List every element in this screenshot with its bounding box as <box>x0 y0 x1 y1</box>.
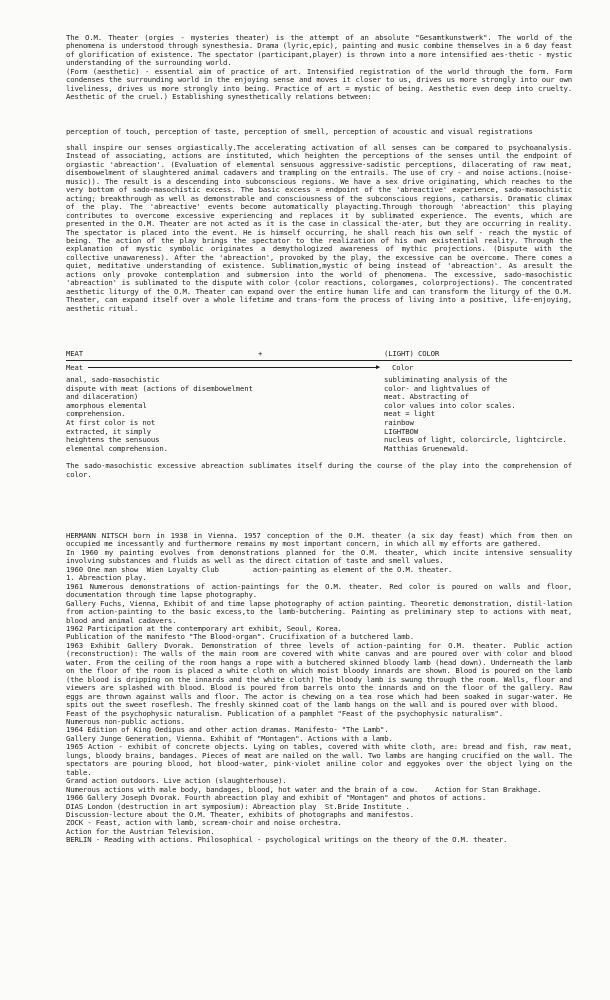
diagram-footer: The sado-masochistic excessive abreaction sublimates itself during the course of the play into the comprehension of color. <box>66 461 577 479</box>
heading-rule <box>66 360 572 361</box>
diagram-columns <box>66 376 572 462</box>
meat-to-color-arrow <box>66 362 572 374</box>
arrow-label-color: Color <box>392 363 414 372</box>
intro-paragraph: The O.M. Theater (orgies - mysteries theater) is the attempt of an absolute "Gesamtkunstwerk". The world of the phenomena is understood through synesthesia. Drama (lyric,epic), painting and music combine themselves in a 6 day feast of glorification of existence. The spectator (participant,player) is thrown into a more intensified aes-thetic - mystic understanding of the surrounding world. (Form (aesthetic) - essential aim of practice of art. Intensified registration of the world through the form. Form condenses the surrounding world in the enjoying sense and moves it closer to us, drives us more strongly into our own liveliness, drives us more strongly into being. Practice of art = mystic of being. Aesthetic even deep into cruelty. Aesthetic of the cruel.) Establishing synesthetically relations between: <box>66 33 572 102</box>
perception-line: perception of touch, perception of taste, perception of smell, perception of acoustic and visual registrations <box>66 127 533 136</box>
heading-meat: MEAT <box>66 349 83 358</box>
arrow-right-icon: ▶ <box>376 363 381 371</box>
meat-column: anal, sado-masochistic dispute with meat (actions of disembowelment and dilaceration) amorphous elemental comprehension. At first color is not extracted, it simply heightens the sensuous elemental comprehension. <box>66 375 253 453</box>
arrow-line <box>88 367 378 368</box>
heading-light-color: (LIGHT) COLOR <box>384 349 440 358</box>
heading-plus: + <box>258 349 263 358</box>
biography-section: HERMANN NITSCH born in 1938 in Vienna. 1957 conception of the O.M. theater (a six day feast) which from then on occupied me incessantly and furthermore remains my most important concern, in which all my efforts are gathered. In 1960 my painting evolves from demonstrations planned for the O.M. theater, which incite intensive sensuality involving substances and fluids as well as the direct citation of taste and smell values. 1960 One man show Wien Loyalty Club action-painting as element of the O.M. theater. 1. Abreaction play. 1961 Numerous demonstrations of action-paintings for the O.M. theater. Red color is poured on walls and floor, documentation through time lapse photography. Gallery Fuchs, Vienna, Exhibit of and time lapse photography of action painting. Theoretic demonstration, distil-lation from action-painting to the basic excess,to the lamb-butchering. Painting as preliminary step to actions with meat, blood and animal cadavers. 1962 Participation at the contemporary art exhibit, Seoul, Korea. Publication of the manifesto "The Blood-organ". Crucifixation of a butchered lamb. 1963 Exhibit Gallery Dvorak. Demonstration of three levels of action-painting for O.M. theater. Public action (reconstruction): The walls of the main room are covered with white canvas and are poured over with color and blood water. From the ceiling of the room hangs a rope with a butchered skinned bloody lamb (head down). Underneath the lamb on the floor of the room is placed a white cloth on which moist bloody innards are shown. Blood is poured on the lamb (the blood is dripping on the innards and the white cloth) The bloody lamb is swung through the room. Walls, floor and viewers are splashed with blood. Blood is poured from barrels onto the innards and on the floor of the gallery. Raw eggs are thrown against walls and floor. The actor is chewing on a tea rose which had been soaked in sugar-water. He spits out the sweet roseflesh. The freshly skinned coat of the lamb hangs on the wall and is poured over with blood. Feast of the psychophysic naturalism. Publication of a pamphlet "Feast of the psychophysic naturalism". Numerous non-public actions. 1964 Edition of King Oedipus and other action dramas. Manifesto- "The Lamb". Gallery Junge Generation, Vienna. Exhibit of "Montagen". Actions with a lamb. 1965 Action - exhibit of concrete objects. Lying on tables, covered with white cloth, are: bread and fish, raw meat, lungs, bloody brains, bandages. Pieces of meat are nailed on the wall. Two lambs are hanging crucified on the wall. The spectators are pouring blood, hot blood-water, pink-violet aniline color and eggyokes over the object lying on the table. Grand action outdoors. Live action (slaughterhouse). Numerous actions with male body, bandages, blood, hot water and the brain of a cow. Action for Stan Brakhage. 1966 Gallery Joseph Dvorak. Fourth abreaction play and exhibit of "Montagen" and photos of actions. DIAS London (destruction in art symposium): Abreaction play St.Bride Institute . Discussion-lecture about the O.M. Theater, exhibits of photographs and manifestos. ZOCK - Feast, action with lamb, scream-choir and noise orchestra. Action for the Austrian Television. BERLIN - Reading with actions. Philosophical - psychological writings on the theory of the O.M. theater. <box>66 531 572 845</box>
color-column: subliminating analysis of the color- and lightvalues of meat. Abstracting of color values into color scales. meat = light rainbow LIGHTBOW nucleus of light, colorcircle, lightcircle. Matthias Gruenewald. <box>384 375 567 453</box>
theory-paragraph: shall inspire our senses orgiastically.The accelerating activation of all senses can be compared to psychoanalysis. Instead of associating, actions are instituted, which heighten the perceptions of the senses until the endpoint of orgiastic 'abreaction'. (Evaluation of elemental sensuous aggressive-sadistic perceptions, dilacerating of raw meat, disembowelment of slaughtered animal cadavers and trampling on the entrails. The use of cry - and noise actions.(noise-music)). The result is a descending into subconscious regions. We have a sex drive originating, which reaches to the very bottom of sado-masochistic excess. The basic excess = endpoint of the 'abreactive' experience, sado-masochistic acting; breakthrough as well as demonstrable and consciousness of the subconscious regions, catharsis. Dramatic climax of the play. The 'abreactive' events become automatically playacting.Through thorough 'abreaction' this playing contributes to overcome excessive experiencing and replaces it by sublimated experience. The events, which are presented in the O.M. Theater are not acted as it is the case in classical the-ater, but they are occurring in reality. The spectator is placed into the event. He is himself occurring, he shall reach his own self - reach the mystic of being. The action of the play brings the spectator to the realization of his own existential reality. Through the explanation of mystic symbolic originates a demythologized awareness of mythic projections. (Dispute with the collective unawareness). After the 'abreaction', provoked by the play, the excessive can be overcome. There comes a quiet, meditative understanding of existence. Sublimation,mystic of being instead of 'abreaction'. As aresult the actions only provoke contemplation and submersion into the world of phenomena. The excessive, sado-masochistic 'abreaction' is sublimated to the dispute with color (color reactions, colorgames, colorprojections). The concentrated aesthetic liturgy of the O.M. Theater can expand over the entire human life and can transform the liturgy of the O.M. Theater, can expand itself over a whole lifetime and trans-form the process of living into a positive, life-enjoying, aesthetic ritual. <box>66 143 577 313</box>
arrow-label-meat: Meat <box>66 363 83 372</box>
meat-color-diagram <box>66 349 577 479</box>
diagram-headings <box>66 349 572 359</box>
